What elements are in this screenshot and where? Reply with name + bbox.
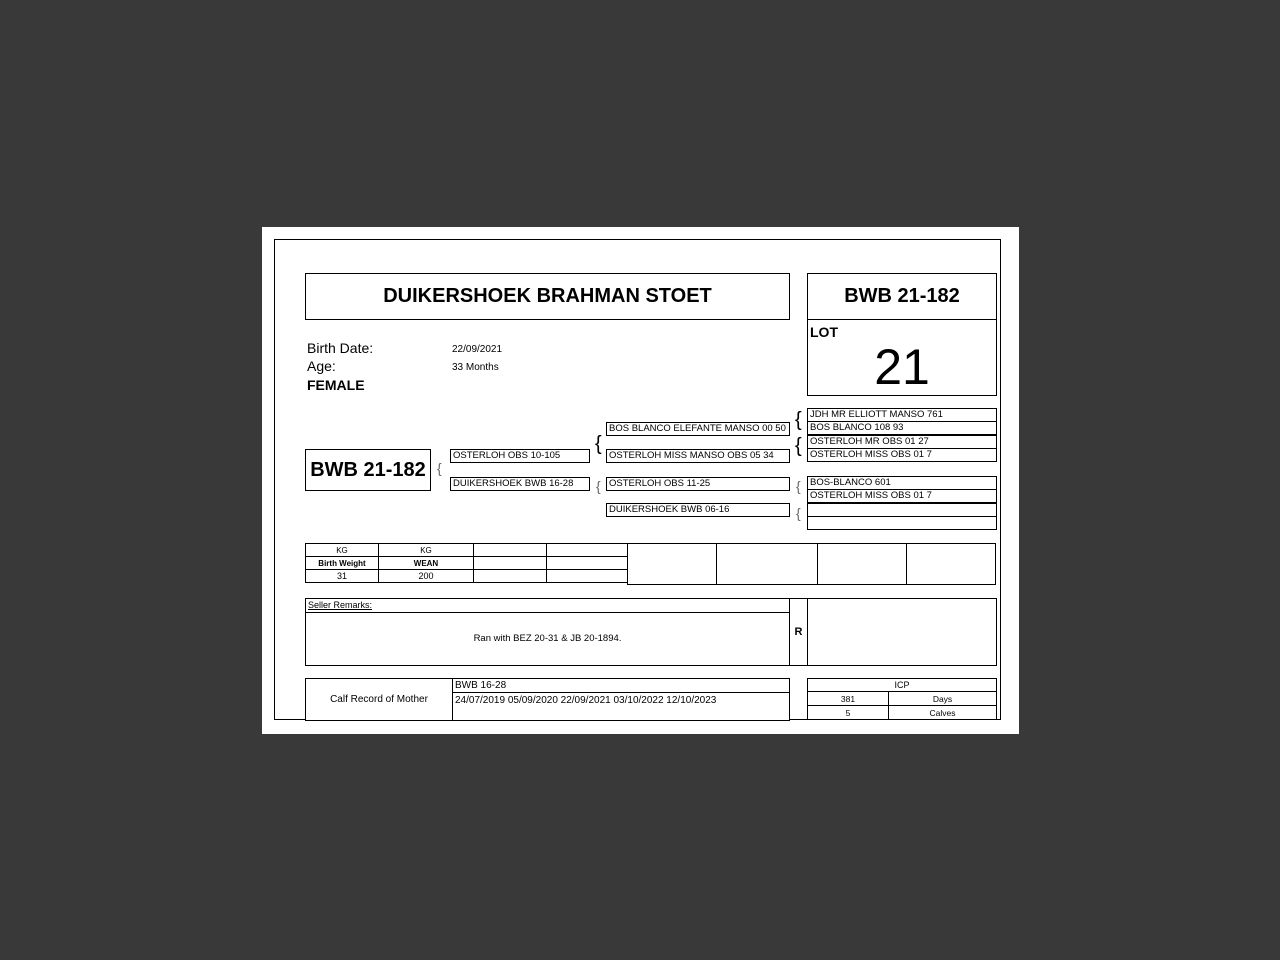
lot-animal-id: BWB 21-182 bbox=[808, 274, 996, 320]
age-label: Age: bbox=[307, 358, 336, 374]
lot-box bbox=[807, 273, 997, 396]
brace-icon: { bbox=[596, 478, 601, 494]
icp-calves-value: 5 bbox=[807, 705, 889, 720]
icp-days-value: 381 bbox=[807, 691, 889, 706]
icp-label: ICP bbox=[807, 678, 997, 692]
pedigree-sire-sire: BOS BLANCO ELEFANTE MANSO 00 50 bbox=[606, 422, 790, 436]
value-wean: 200 bbox=[378, 569, 474, 583]
calf-record bbox=[305, 678, 790, 721]
grid-cell-empty bbox=[906, 543, 996, 585]
age-value: 33 Months bbox=[452, 362, 499, 373]
sale-card bbox=[262, 227, 1019, 734]
grid-cell-empty bbox=[627, 543, 717, 585]
seller-remarks-text: Ran with BEZ 20-31 & JB 20-1894. bbox=[473, 633, 622, 644]
icp-calves-label: Calves bbox=[888, 705, 997, 720]
unit-wean: KG bbox=[378, 543, 474, 557]
card-frame bbox=[274, 239, 1001, 720]
brace-icon: { bbox=[795, 409, 802, 431]
grid-cell-empty bbox=[716, 543, 818, 585]
grid-cell-empty bbox=[546, 543, 628, 557]
calf-record-label: Calf Record of Mother bbox=[306, 679, 453, 720]
header-birth-weight: Birth Weight bbox=[305, 556, 379, 570]
brace-icon: { bbox=[796, 478, 801, 494]
grid-cell-empty bbox=[473, 569, 547, 583]
icp-table bbox=[807, 678, 997, 721]
seller-remarks bbox=[305, 598, 790, 666]
lot-number: 21 bbox=[874, 339, 930, 395]
grid-cell-empty bbox=[473, 556, 547, 570]
grid-cell-empty bbox=[546, 556, 628, 570]
remarks-r-label: R bbox=[789, 598, 808, 666]
grid-cell-empty bbox=[546, 569, 628, 583]
icp-days-label: Days bbox=[888, 691, 997, 706]
pedigree-ggp-1: JDH MR ELLIOTT MANSO 761 bbox=[807, 408, 997, 422]
value-birth-weight: 31 bbox=[305, 569, 379, 583]
unit-birth-weight: KG bbox=[305, 543, 379, 557]
grid-cell-empty bbox=[817, 543, 907, 585]
pedigree-ggp-6: OSTERLOH MISS OBS 01 7 bbox=[807, 489, 997, 503]
lot-label: LOT bbox=[810, 324, 838, 340]
remarks-blank-box bbox=[807, 598, 997, 666]
calf-record-mother: BWB 16-28 bbox=[453, 679, 789, 693]
pedigree-ggp-5: BOS-BLANCO 601 bbox=[807, 476, 997, 490]
pedigree-sire: OSTERLOH OBS 10-105 bbox=[450, 449, 590, 463]
brace-icon: { bbox=[796, 505, 801, 521]
seller-remarks-label: Seller Remarks: bbox=[306, 599, 789, 613]
header-wean: WEAN bbox=[378, 556, 474, 570]
brace-icon: { bbox=[795, 435, 802, 457]
calf-record-dates: 24/07/2019 05/09/2020 22/09/2021 03/10/2022 12/10/2023 bbox=[455, 695, 717, 706]
stud-title: DUIKERSHOEK BRAHMAN STOET bbox=[305, 273, 790, 320]
brace-icon: { bbox=[437, 460, 442, 476]
pedigree-ggp-4: OSTERLOH MISS OBS 01 7 bbox=[807, 448, 997, 462]
pedigree-dam-sire: OSTERLOH OBS 11-25 bbox=[606, 477, 790, 491]
pedigree-ggp-7 bbox=[807, 503, 997, 517]
pedigree-ggp-2: BOS BLANCO 108 93 bbox=[807, 421, 997, 435]
pedigree-dam-dam: DUIKERSHOEK BWB 06-16 bbox=[606, 503, 790, 517]
pedigree-sire-dam: OSTERLOH MISS MANSO OBS 05 34 bbox=[606, 449, 790, 463]
pedigree-animal: BWB 21-182 bbox=[305, 449, 431, 491]
brace-icon: { bbox=[595, 433, 602, 455]
pedigree-dam: DUIKERSHOEK BWB 16-28 bbox=[450, 477, 590, 491]
birth-date-value: 22/09/2021 bbox=[452, 344, 503, 355]
pedigree-ggp-8 bbox=[807, 516, 997, 530]
birth-date-label: Birth Date: bbox=[307, 340, 374, 356]
sex-value: FEMALE bbox=[307, 377, 365, 393]
pedigree-ggp-3: OSTERLOH MR OBS 01 27 bbox=[807, 435, 997, 449]
grid-cell-empty bbox=[473, 543, 547, 557]
